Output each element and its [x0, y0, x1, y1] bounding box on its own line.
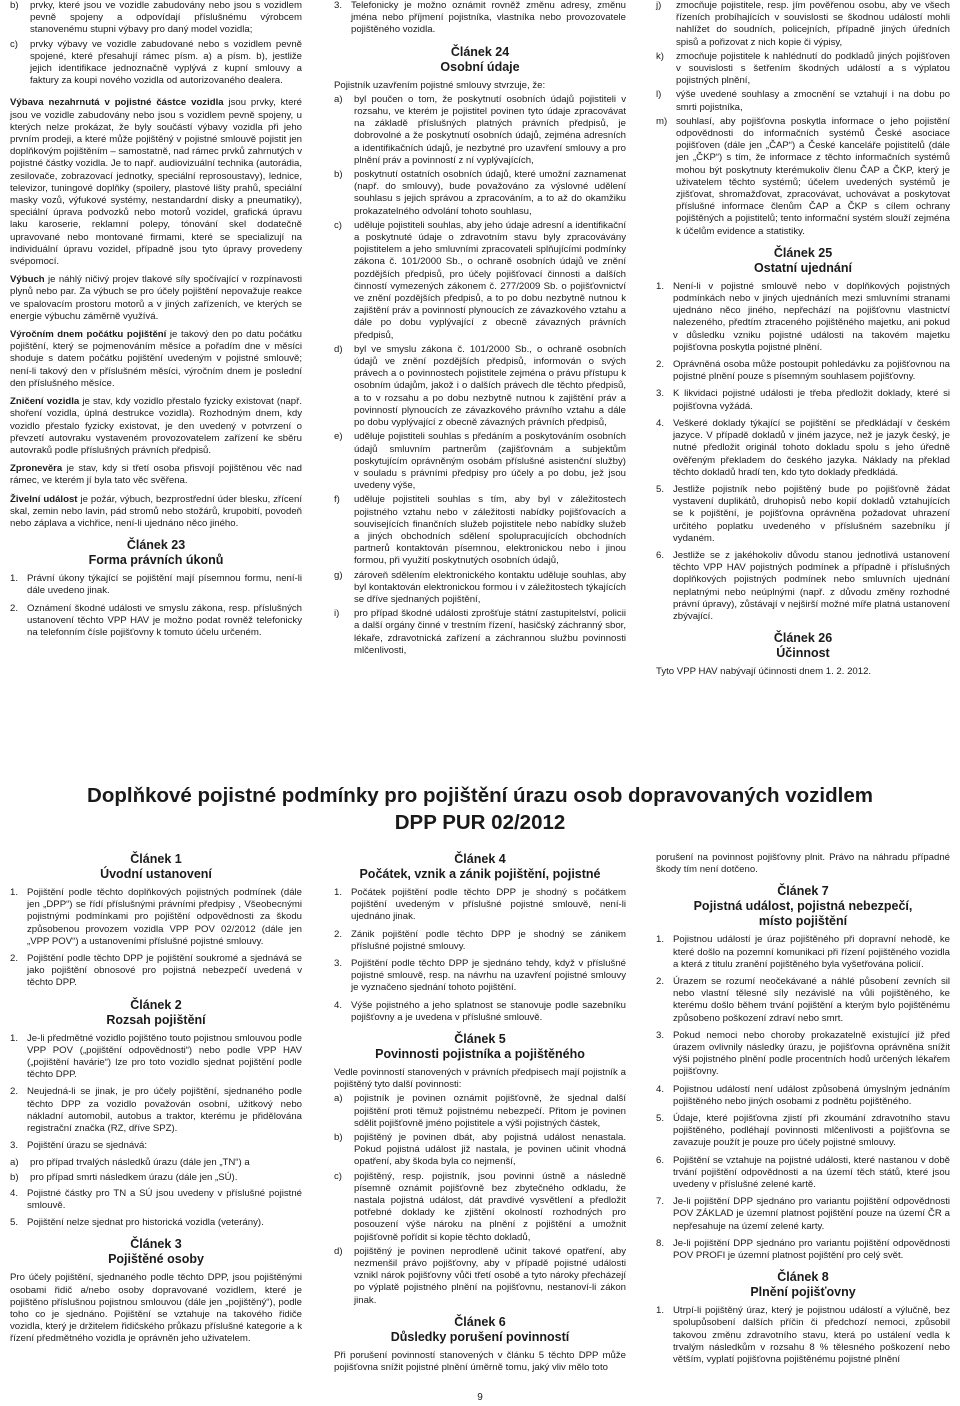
- numbered-item: [334, 929, 626, 953]
- article-7-heading: Článek 7 Pojistná událost, pojistná nebezpečí, místo pojištění: [693, 884, 913, 929]
- list-text: pro případ trvalých následků úrazu (dále jen „TN“) a: [30, 1157, 250, 1169]
- list-text: Právní úkony týkající se pojištění mají písemnou formu, není-li dále uvedeno jinak.: [27, 573, 302, 597]
- list-text: prvky výbavy ve vozidle zabudované nebo s vozidlem pevně spojené, které přesahují rámec písm. a) a písm. b), jestliže jejich identifikace jednoznačně vyplývá z kupní smlouvy a faktury za koupi nového vozidla od autorizovaného dealera.: [30, 38, 302, 87]
- list-text: uděluje pojistiteli souhlas s předáním a poskytováním osobních údajů smluvním partnerům (zajišťovnám a subjektům poskytujícím oprávněným osobám příslušné asistenční služby) v souladu s právními předpisy pro účely a po dobu, jež jsou uvedeny výše,: [354, 431, 626, 492]
- list-marker: m): [656, 115, 668, 127]
- bottom-column-3: [656, 852, 950, 1371]
- continued-text: porušení na povinnost pojišťovny plnit. Právo na náhradu případné škody tím není dotčeno.: [656, 852, 950, 876]
- definition-term: Výročním dnem počátku pojištění: [10, 329, 167, 341]
- list-marker: 2.: [334, 928, 343, 940]
- list-item: [656, 89, 950, 113]
- list-marker: j): [656, 0, 662, 11]
- numbered-item: [10, 573, 302, 597]
- definition-text: je požár, výbuch, bezprostřední úder blesku, zřícení skal, zemin nebo lavin, pád stromů nebo stožárů, krupobití, povodeň nebo záplava a vichřice, není-li ujednáno něco jiného.: [10, 493, 302, 529]
- list-text: Výše pojistného a jeho splatnost se stanovuje podle sazebníku pojišťovny a je uvedena v příslušné smlouvě.: [351, 999, 626, 1023]
- list-marker: a): [334, 93, 343, 105]
- list-text: pro případ škodné události zprošťuje státní zastupitelství, policii a další orgány činné v trestním řízení, hasičský záchranný sbor, lékaře, zdravotnická zařízení a záchrannou službu povinnosti mlčenlivosti,: [354, 608, 626, 656]
- list-marker: d): [334, 1245, 343, 1257]
- article-3-heading: Článek 3 Pojištěné osoby: [108, 1237, 204, 1267]
- numbered-item: [334, 887, 626, 924]
- definition-term: Zpronevěra: [10, 463, 63, 475]
- list-text: Je-li pojištění DPP sjednáno pro variantu pojištění odpovědnosti POV PROFI je územní platnost pojištění pro celý svět.: [673, 1237, 950, 1262]
- definition-term: Živelní událost: [10, 493, 78, 505]
- numbered-item: [656, 1084, 950, 1108]
- list-text: pojištěný je povinen neprodleně učinit takové opatření, aby nezmenšil právo pojišťovny, aby v případě pojistné události vznikl nárok pojišťovny vůči třetí osobě a tyto nároky přecházejí po výplatě pojistného plnění na pojišťovnu, nestanoví-li zákon jinak.: [354, 1245, 626, 1306]
- list-item: [656, 116, 950, 238]
- list-marker: 3.: [656, 388, 665, 400]
- list-marker: c): [334, 1170, 342, 1182]
- numbered-item: [656, 550, 950, 623]
- list-text: Pojištění podle těchto doplňkových pojistných podmínek (dále jen „DPP“) se řídí příslušnými právními předpisy , Všeobecnými pojistnými podmínkami pro pojištění odpovědnosti za škodu způsobenou provozem vozidla VPP POV 02/2012 (dále jen „VPP POV“) a ustanoveními příslušné pojistné smlouvy.: [27, 887, 302, 947]
- numbered-item: [10, 887, 302, 948]
- list-text: Není-li v pojistné smlouvě nebo v doplňkových pojistných podmínkách nebo v jiných ujednáních mezi smluvními stranami ujednáno něco jiného, nepřechází na pojišťovnu vlastnictví nalezeného, předtím ztraceného pojištěného majetku, ani pokud v důsledku vzniku pojistné události na takovém majetku pojišťovna poskytla pojistné plnění.: [673, 280, 950, 353]
- list-marker: k): [656, 50, 664, 62]
- numbered-item: [656, 934, 950, 971]
- list-marker: 4.: [10, 1187, 19, 1199]
- article-26-heading: Článek 26 Účinnost: [773, 631, 833, 661]
- list-marker: 1.: [656, 280, 665, 292]
- list-marker: e): [334, 431, 343, 443]
- article-6-heading: Článek 6 Důsledky porušení povinností: [390, 1314, 570, 1344]
- intro-text: Pojistník uzavřením pojistné smlouvy stvrzuje, že:: [334, 79, 546, 91]
- list-marker: 4.: [656, 417, 665, 429]
- numbered-item: [656, 418, 950, 479]
- list-text: byl poučen o tom, že poskytnutí osobních údajů pojistiteli v rozsahu, ve kterém je pojistitel povinen tyto údaje zpracovávat na základě příslušných platných právních předpisů, je dobrovolné a že poskytnutí osobních údajů, zejména adresních a identifikačních údajů, je nezbytné pro uzavření smlouvy a pro plnění práv a povinností z ní vyplývajících,: [354, 93, 626, 166]
- list-text: Oprávněná osoba může postoupit pohledávku za pojišťovnou na pojistné plnění pouze s písemným souhlasem pojišťovny.: [673, 359, 950, 383]
- list-text: poskytnutí ostatních osobních údajů, které umožní zaznamenat (např. do smlouvy), bude považováno za výslovné udělení souhlasu s jejich správou a zpracováním, a to až do okamžiku prokazatelného odvolání tohoto souhlasu,: [354, 169, 626, 217]
- list-item: [334, 1093, 626, 1130]
- list-marker: c): [334, 219, 342, 231]
- list-marker: 5.: [656, 1113, 665, 1125]
- list-item: [656, 51, 950, 88]
- numbered-item: [10, 1217, 302, 1229]
- list-marker: 8.: [656, 1237, 665, 1249]
- list-marker: 1.: [10, 573, 19, 585]
- list-item: 3. Telefonicky je možno oznámit rovněž změnu adresy, změnu jména nebo příjmení pojistníka, vlastníka nebo provozovatele pojištěného vozidla.: [334, 0, 626, 36]
- list-item: [334, 570, 626, 607]
- numbered-item: [334, 958, 626, 995]
- list-marker: b): [334, 1132, 343, 1144]
- list-text: K likvidaci pojistné události je třeba předložit doklady, které si pojišťovna vyžádá.: [673, 388, 950, 412]
- list-marker: d): [334, 343, 343, 355]
- list-text: uděluje pojistiteli souhlas s tím, aby byl v záležitostech pojistného vztahu nebo v záležitosti nabídky pojišťovacích a souvisejících finančních služeb pojistitele nebo nabídky služeb a jiných obchodních sdělení spolupracujících obchodních partnerů kontaktován písemnou, elektronickou nebo i jinou formou, při využití poskytnutých osobních údajů,: [354, 494, 626, 567]
- definition-term: Výbuch: [10, 274, 45, 286]
- list-marker: a): [334, 1093, 343, 1105]
- list-text: pojištěný je povinen dbát, aby pojistná událost nenastala. Pokud pojistná událost již nastala, je povinen učinit vhodná opatření, aby škoda byla co nejmenší,: [354, 1132, 626, 1168]
- list-marker: 4.: [334, 999, 343, 1011]
- numbered-item: [10, 603, 302, 640]
- list-text: Údaje, které pojišťovna zjistí při zkoumání zdravotního stavu pojištěného, podléhají povinnosti mlčenlivosti a pojišťovna se zavazuje použít je pouze pro účely pojistné smlouvy.: [673, 1113, 950, 1149]
- definition-term: Zničení vozidla: [10, 396, 80, 408]
- list-text: zároveň sdělením elektronického kontaktu uděluje souhlas, aby byl kontaktován elektronickou formou i v záležitostech týkajících se dříve sjednaných pojištění,: [354, 569, 626, 605]
- definition-paragraph: [10, 494, 302, 531]
- list-marker: 6.: [656, 549, 665, 561]
- bottom-column-2: [334, 852, 626, 1380]
- definition-paragraph: [10, 396, 302, 457]
- numbered-item: [656, 484, 950, 545]
- list-text: Pojištění úrazu se sjednává:: [27, 1140, 147, 1152]
- top-column-1: [10, 0, 302, 644]
- list-item: [334, 344, 626, 429]
- article-5-heading: Článek 5 Povinnosti pojistníka a pojištěného: [375, 1032, 585, 1062]
- list-marker: 5.: [10, 1217, 19, 1229]
- list-marker: 2.: [10, 602, 19, 614]
- list-marker: l): [656, 89, 662, 101]
- list-marker: 5.: [656, 483, 665, 495]
- numbered-item: [656, 1305, 950, 1366]
- list-marker: f): [334, 494, 340, 506]
- list-marker: 1.: [10, 1032, 19, 1044]
- list-text: Je-li předmětné vozidlo pojištěno touto pojistnou smlouvou podle VPP POV („pojištění odpovědnosti“) nebo podle VPP HAV („pojištění havárie“) lze pro toto vozidlo sjednat pojištění podle těchto DPP.: [27, 1032, 302, 1081]
- list-text: Pojištění podle těchto DPP je sjednáno tehdy, když v příslušné pojistné smlouvě, resp. na návrhu na uzavření pojistné smlouvy je vyznačeno sjednání tohoto pojištění.: [351, 958, 626, 994]
- list-text: pro případ smrti následkem úrazu (dále jen „SÚ).: [30, 1171, 238, 1183]
- article-5-intro: Vedle povinností stanovených v právních předpisech mají pojistník a pojištěný tyto další povinnosti:: [334, 1067, 626, 1091]
- list-text: Zánik pojištění podle těchto DPP je shodný se zánikem příslušné pojistné smlouvy.: [351, 928, 626, 952]
- document-title-line-1: Doplňkové pojistné podmínky pro pojištění úrazu osob dopravovaných vozidlem: [87, 784, 873, 807]
- numbered-item: [10, 1188, 302, 1212]
- list-marker: 1.: [10, 887, 19, 898]
- article-4-heading: Článek 4 Počátek, vznik a zánik pojištění, pojistné: [359, 852, 601, 881]
- definition-text: je takový den po datu počátku pojištění, který se pojmenováním měsíce a pořadím dne v měsíci shoduje s datem počátku pojištění uvedeným v pojistné smlouvě; není-li takový den v příslušném měsíci, výročním dnem je poslední den příslušného měsíce.: [10, 329, 303, 389]
- list-item: [334, 220, 626, 342]
- list-marker: 3.: [334, 958, 343, 970]
- list-item: [334, 1246, 626, 1307]
- numbered-item: [10, 1033, 302, 1082]
- list-marker: 7.: [656, 1196, 665, 1208]
- list-marker: b): [334, 169, 343, 181]
- numbered-item: [10, 1086, 302, 1135]
- numbered-item: [656, 1196, 950, 1233]
- list-marker: 1.: [656, 934, 665, 946]
- list-text: Oznámení škodné události ve smyslu zákona, resp. příslušných ustanovení těchto VPP HAV je možno podat rovněž telefonicky na telefonním čísle pojišťovny k tomuto účelu určeném.: [27, 602, 302, 638]
- article-24-heading: Článek 24 Osobní údaje: [440, 44, 520, 74]
- numbered-item: [334, 1000, 626, 1024]
- list-text: Úrazem se rozumí neočekávané a náhlé působení zevních sil nebo vlastní tělesné síly nezávislé na vůli pojištěného, ke kterému došlo během trvání pojištění a kterým bylo pojištěnému způsobeno poškození zdraví nebo smrt.: [673, 976, 950, 1024]
- list-item: [334, 431, 626, 492]
- list-text: Pokud nemoci nebo choroby prokazatelně existující již před úrazem ovlivnily následky úrazu, je pojišťovna oprávněna snížit výši pojistného plnění podle procentních hodů určených lékařem pojišťovny.: [673, 1029, 950, 1078]
- numbered-item: [656, 1113, 950, 1150]
- list-text: Pojistnou událostí není událost způsobená úmyslným jednáním pojištěného nebo jiných osobami z podnětu pojištěného.: [673, 1083, 950, 1107]
- list-text: Jestliže pojistník nebo pojištěný bude po pojišťovně žádat vystavení duplikátů, druhopisů nebo kopií dokladů vztahujících se k pojištění, je pojišťovna oprávněna požadovat uhrazení určitého poplatku uvedeného v příslušném sazebníku jí vydaném.: [673, 483, 950, 544]
- list-text: Pojištění podle těchto DPP je pojištění soukromé a sjednává se jako pojištění obnosové pro pojistná nebezpečí uvedená v těchto DPP.: [27, 953, 302, 989]
- list-marker: c): [10, 38, 18, 50]
- bottom-column-1: [10, 852, 302, 1352]
- numbered-item: [656, 1030, 950, 1079]
- list-text: Pojištění nelze sjednat pro historická vozidla (veterány).: [27, 1217, 264, 1229]
- numbered-item: [656, 281, 950, 354]
- list-item: [656, 0, 950, 49]
- list-text: Veškeré doklady týkající se pojištění se předkládají v českém jazyce. V případě dokladů v jiném jazyce, než je jazyk český, je nutné předložit originál tohoto dokladu spolu s jeho úředně ověřeným překladem do českého jazyka. Náklady na překlad těchto dokladů hradí ten, kdo tyto doklady předkládá.: [673, 417, 950, 478]
- top-column-2: [334, 0, 626, 659]
- document-title: [0, 782, 960, 836]
- definition-paragraph: [10, 329, 302, 390]
- list-text: výše uvedené souhlasy a zmocnění se vztahují i na dobu po smrti pojistníka,: [676, 89, 950, 113]
- list-text: prvky, které jsou ve vozidle zabudovány nebo jsou s vozidlem pevně spojeny a odpovídají příslušnému výrobcem stanovenému stupni výbavy pro daný model vozidla;: [30, 0, 302, 36]
- numbered-item: [10, 1140, 302, 1152]
- list-marker: 2.: [10, 1086, 19, 1098]
- definition-paragraph: [10, 97, 302, 268]
- article-6-text: Při porušení povinností stanovených v článku 5 těchto DPP může pojišťovna snížit pojistné plnění úměrně tomu, jaký vliv mělo toto: [334, 1349, 626, 1374]
- list-text: Pojištění se vztahuje na pojistné události, které nastanou v době trvání pojištění odpovědnosti a na území těch států, které jsou uvedeny v příslušné zelené kartě.: [673, 1154, 950, 1191]
- numbered-item: [10, 953, 302, 990]
- definition-text: je stav, kdy vozidlo přestalo fyzicky existovat (např. shoření vozidla, úplná destrukce vozidla). Rozhodným dnem, kdy vozidlo přestalo fyzicky existovat, je den uvedený v potvrzení o převzetí autovraku vystaveném provozovatelem zařízení ke sběru autovraků podle příslušných právních předpisů.: [10, 396, 302, 456]
- list-item: [334, 94, 626, 167]
- list-item: [334, 608, 626, 657]
- list-item: [10, 0, 302, 37]
- list-text: Neujedná-li se jinak, je pro účely pojištění, sjednaného podle těchto DPP za vozidlo považován osobní, užitkový nebo nákladní automobil, autobus a traktor, kterému je přidělována registrační značka (RZ, dříve SPZ).: [27, 1086, 302, 1135]
- article-2-heading: Článek 2 Rozsah pojištění: [106, 997, 206, 1027]
- numbered-item: [656, 388, 950, 412]
- list-item: [334, 494, 626, 567]
- list-text: pojistník je povinen oznámit pojišťovně, že sjednal další pojištění proti těmuž pojistnému nebezpečí. Přitom je povinen sdělit pojišťovně jméno pojistitele a výši pojistných částek,: [354, 1093, 626, 1129]
- list-text: Pojistnou událostí je úraz pojištěného při dopravní nehodě, ke které došlo na pozemní komunikaci při řízení pojištěného vozidla a která z titulu zranění pojištěného byla vyšetřována policií.: [673, 934, 950, 970]
- article-26-text: Tyto VPP HAV nabývají účinnosti dnem 1. 2. 2012.: [656, 666, 872, 678]
- article-23-heading: Článek 23 Forma právních úkonů: [88, 538, 224, 568]
- list-marker: 2.: [10, 953, 19, 965]
- article-3-text: Pro účely pojištění, sjednaného podle těchto DPP, jsou pojištěnými osobami řidič a/nebo osoby dopravované vozidlem, které je pojištěno příslušnou pojistnou smlouvou (dále jen „pojištěný“), podle toho co je sjednáno. Pojištění se vztahuje na takového řidiče vozidla, který je držitelem řidičského průkazu příslušné kategorie a k řízení předmětného vozidla je oprávněn jeho uživatelem.: [10, 1272, 302, 1345]
- list-marker: 4.: [656, 1083, 665, 1095]
- numbered-item: [656, 976, 950, 1025]
- list-item: [334, 1132, 626, 1169]
- definition-text: je stav, kdy si třetí osoba přisvojí pojištěnou věc nad rámec, ve kterém jí byla tato věc svěřena.: [10, 463, 302, 487]
- list-marker: b): [10, 0, 19, 11]
- list-text: Pojistné částky pro TN a SÚ jsou uvedeny v příslušné pojistné smlouvě.: [27, 1187, 302, 1212]
- list-marker: 2.: [656, 976, 665, 988]
- list-text: Jestliže se z jakéhokoliv důvodu stanou jednotlivá ustanovení těchto VPP HAV pojistných podmínek a případně i příslušných doplňkových pojistných podmínek nebo smluvních ujednání neplatnými nebo neúplnými (např. z důvodu změny rozhodné právní úpravy), zůstávají v nejširší možné míře platná ustanovení zbývající.: [673, 549, 950, 622]
- document-title-line-2: DPP PUR 02/2012: [394, 811, 566, 834]
- definition-text: je náhlý ničivý projev tlakové síly spočívající v rozpínavosti plynů nebo par. Za výbuch se pro účely pojištění nepovažuje reakce ve spalovacím prostoru motorů a v jiných zařízeních, ve kterých se energie výbuchu záměrně využívá.: [10, 274, 302, 322]
- numbered-item: [656, 1238, 950, 1262]
- definition-paragraph: [10, 463, 302, 487]
- article-8-heading: Článek 8 Plnění pojišťovny: [750, 1270, 856, 1300]
- numbered-item: [656, 359, 950, 383]
- list-marker: 1.: [334, 887, 343, 898]
- definition-term: Výbava nezahrnutá v pojistné částce vozidla: [10, 97, 224, 109]
- list-marker: 3.: [656, 1029, 665, 1041]
- list-item: [334, 169, 626, 218]
- definition-paragraph: [10, 274, 302, 323]
- list-marker: b): [10, 1171, 19, 1183]
- list-text: pojištěný, resp. pojistník, jsou povinni ústně a následně písemně oznámit pojišťovně bez zbytečného odkladu, že nastala pojistná událost, dát pravdivé vysvětlení a předložit potřebné doklady ke zjištění okolností rozhodných pro posouzení výše nároku na plnění z pojištění a umožnit pojišťovně pořídit si kopie těchto dokladů,: [354, 1170, 626, 1243]
- top-column-3: [656, 0, 950, 684]
- list-text: zmocňuje pojistitele k nahlédnutí do podkladů jiných pojišťoven v souvislosti s šetřením škodných událostí a s výplatou pojistných plnění,: [676, 50, 950, 87]
- definition-text: jsou prvky, které jsou ve vozidle zabudovány nebo jsou s vozidlem pevně spojeny, u kterých nelze prokázat, že byly součástí výbavy vozidla při jeho prvním prodeji, a které může pojištěný v pojistné smlouvě pojistit jen doplňkovým pojištěním – samostatně, nad rámec prvků zahrnutých v pojistné částky vozidla. Je to např. audiovizuální technika (autorádia, zesilovače, zobrazovací jednotky, speciální reprosoustavy), lednice, televizor, tuningové doplňky (spoilery, plastové lišty prahů, speciální masky vozů, výfukové systémy, nestandardní disky a pneumatiky), speciální úprava podvozků nebo motorů vozidel, grafická úpravu laku karoserie, reklamní polepy, tónování skel dodatečně upravované nebo montované firmami, které se specializují na individuální úpravu vozidel, případně jsou tyto úpravy provedeny svépomocí.: [10, 97, 302, 268]
- list-item: [10, 1172, 302, 1184]
- list-marker: a): [10, 1157, 19, 1169]
- list-text: uděluje pojistiteli souhlas, aby jeho údaje adresní a identifikační a poskytnuté údaje o zdravotním stavu byly zpracovávány pojistitelem a jeho smluvními zpracovateli splňujícími podmínky zákona č. 101/2000 Sb., o ochraně osobních údajů ve znění pozdějších předpisů, pro účely pojišťovací činnosti a dalších činností vymezených zákonem č. 277/2009 Sb. o pojišťovnictví ve znění pozdějších předpisů, a to po dobu nezbytně nutnou k zajištění práv a povinností plynoucích ze závazkového vztahu a dále po dobu vyplývající z obecně závazných právních předpisů,: [354, 219, 626, 341]
- list-text: zmocňuje pojistitele, resp. jím pověřenou osobu, aby ve všech řízeních probíhajících v souvislosti se škodnou událostí mohli nahlížet do soudních, policejních, případně jiných úředních spisů a pořizovat z nich kopie či výpisy,: [676, 0, 950, 48]
- list-item: [334, 1171, 626, 1244]
- article-25-heading: Článek 25 Ostatní ujednání: [754, 245, 852, 275]
- list-text: Počátek pojištění podle těchto DPP je shodný s počátkem pojištění uvedeným v příslušné pojistné smlouvě, není-li ujednáno jinak.: [351, 887, 626, 923]
- list-marker: g): [334, 569, 343, 581]
- list-text: byl ve smyslu zákona č. 101/2000 Sb., o ochraně osobních údajů ve znění pozdějších předpisů, informován o svých právech a o povinnostech pojistitele zejména o právu přístupu k osobním údajům, jakož i o dalších právech dle těchto předpisů, a to v rozsahu a po dobu nezbytně nutnou k zajištění práv a povinností plynoucích ze závazkového právního vztahu a dále po dobu vyplývající z obecně závazných právních předpisů,: [354, 343, 626, 429]
- article-1-heading: Článek 1 Úvodní ustanovení: [100, 852, 212, 881]
- list-text: souhlasí, aby pojišťovna poskytla informace o jeho pojistění odpovědnosti do informačních systémů České asociace pojišťoven (dále jen „ČAP“) a České kanceláře pojistitelů (dále jen „ČKP“) s tím, že informace z těchto informačních systémů mohou být poskytnuty kterémukoliv členu ČAP a ČKP, který je uživatelem těchto systémů; účelem uvedených systémů je zjišťovat, shromažďovat, zpracovávat, uchovávat a poskytovat příslušné informace členům ČAP a ČKP s cílem ochrany pojištěných a pojistitelů; tento informační systém slouží zejména k účelům evidence a statistiky.: [676, 115, 950, 237]
- list-item: [10, 39, 302, 88]
- list-marker: 2.: [656, 359, 665, 371]
- list-marker: 1.: [656, 1305, 665, 1317]
- numbered-item: [656, 1155, 950, 1192]
- list-marker: i): [334, 608, 340, 620]
- list-marker: 6.: [656, 1154, 665, 1166]
- list-marker: 3.: [10, 1140, 19, 1152]
- list-item: [10, 1157, 302, 1169]
- list-text: Utrpí-li pojištěný úraz, který je pojistnou událostí a výlučně, bez spolupůsobení dalších příčin či předchozí nemoci, způsobil takovou změnu zdravotního stavu, která po ustálení vedla k trvalým následkům v rozsahu 8 % tělesného poškození nebo větším, vyplatí pojišťovna pojištěnému pojistné plnění: [673, 1305, 950, 1366]
- list-text: Je-li pojištění DPP sjednáno pro variantu pojištění odpovědnosti POV ZÁKLAD je územní platnost pojištění pouze na území ČR a nepřesahuje na území zelené karty.: [673, 1196, 950, 1232]
- page-number: 9: [477, 1392, 483, 1403]
